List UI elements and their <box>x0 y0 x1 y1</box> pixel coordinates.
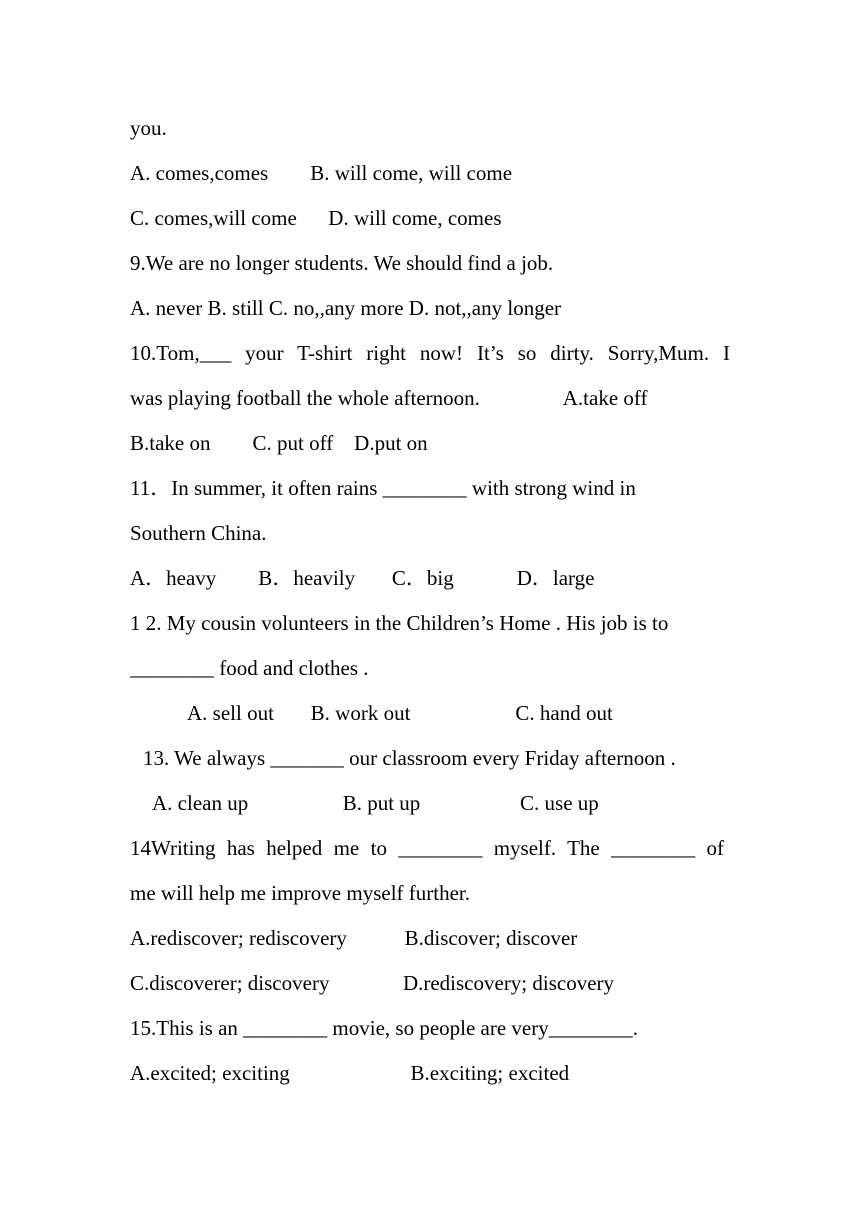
question-10-continued: was playing football the whole afternoon. A.take off <box>130 386 648 410</box>
question-11-continued: Southern China. <box>130 521 267 545</box>
answer-options-line: A. never B. still C. no,,any more D. not,,any longer <box>130 296 562 320</box>
question-15: 15.This is an ________ movie, so people are very________. <box>130 1016 638 1040</box>
question-9: 9.We are no longer students. We should find a job. <box>130 251 554 275</box>
answer-options-line: A. clean up B. put up C. use up <box>152 791 599 815</box>
answer-options-line: A. comes,comes B. will come, will come <box>130 161 513 185</box>
answer-options-line: A.excited; exciting B.exciting; excited <box>130 1061 570 1085</box>
question-14-continued: me will help me improve myself further. <box>130 881 470 905</box>
text-line: you. <box>130 116 167 140</box>
question-10: 10.Tom,___ your T-shirt right now! It’s so dirty. Sorry,Mum. I <box>130 341 730 365</box>
answer-options-line: A. sell out B. work out C. hand out <box>187 701 613 725</box>
answer-options-line: B.take on C. put off D.put on <box>130 431 428 455</box>
question-14: 14Writing has helped me to ________ myself. The ________ of <box>130 836 724 860</box>
question-12-continued: ________ food and clothes . <box>130 656 369 680</box>
question-13: 13. We always _______ our classroom every Friday afternoon . <box>143 746 676 770</box>
question-11: 11．In summer, it often rains ________ with strong wind in <box>130 476 636 500</box>
answer-options-line: A．heavy B．heavily C．big D．large <box>130 566 595 590</box>
answer-options-line: C.discoverer; discovery D.rediscovery; discovery <box>130 971 615 995</box>
answer-options-line: A.rediscover; rediscovery B.discover; discover <box>130 926 578 950</box>
answer-options-line: C. comes,will come D. will come, comes <box>130 206 502 230</box>
question-12: 1 2. My cousin volunteers in the Children’s Home . His job is to <box>130 611 669 635</box>
